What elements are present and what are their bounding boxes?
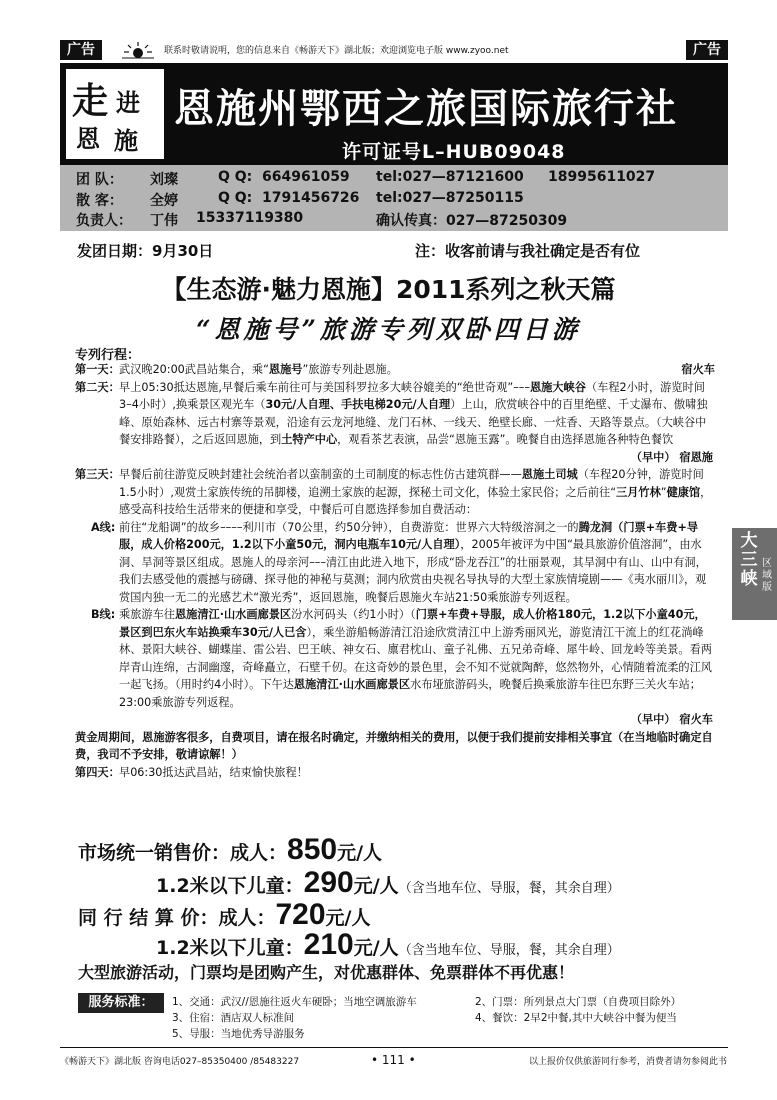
footer-disclaimer: 以上报价仅供旅游同行参考，消费者请勿参阅此书 <box>528 1057 727 1067</box>
qq-label: Q Q: <box>218 190 253 206</box>
mobile-number: 15337119380 <box>196 210 304 226</box>
footer-publication: 《畅游天下》湖北版 咨询电话027–85350400 /85483227 <box>60 1057 300 1067</box>
contact-role: 团 队： <box>76 172 123 188</box>
option-label: A线: <box>91 520 116 534</box>
day-stay: （早中） 宿火车 <box>630 713 713 726</box>
tel-number: tel:027—87121600 <box>376 169 524 185</box>
day-text: ）上山，欣赏峡谷中的百里绝壁、千丈瀑布、傲啸独峰、原始森林、远古村寨等景观，沿途有云龙河地缝、龙门石林、一线天、绝壁长廊、一炷香、天路等景点。（大峡谷中餐安排路餐），之后返回恩施，到 <box>119 398 708 446</box>
attraction-name: 恩施清江·山水画廊景区 <box>174 608 292 621</box>
mobile-number: 18995611027 <box>548 169 656 185</box>
day-label: 第三天： <box>75 468 120 481</box>
day-text: ” <box>660 485 667 499</box>
contact-role: 负责人： <box>76 213 132 229</box>
option-text: ），乘坐游船畅游清江沿途欣赏清江中上游秀丽风光，游览清江干流上的红花淌峰林、景阳大峡谷、蝴蝶崖、雷公岩、巴王峡、神女石、廪君枕山、童子礼佛、五兄弟奇峰、犀牛岭、回龙岭等美景。看两岸青山连绵，古洞幽邃，奇峰矗立，石壁千仞。在这奇妙的景色里，会不知不觉就陶醉，悠然物外，心情随着流柔的江风一起飞扬。（用时约4小时）。下午达 <box>119 625 712 691</box>
contact-name: 全婷 <box>150 193 178 209</box>
fax-number: 确认传真：027—87250309 <box>376 213 568 229</box>
service-item: 2、门票：所列景点大门票（自费项目除外） <box>475 996 682 1008</box>
option-text: 前往“龙船调”的故乡––––利川市（70公里，约50分钟），自费游览：世界六大特级溶洞之一的 <box>119 520 579 534</box>
fee-note: 30元/人自理、手扶电梯20元/人自理 <box>265 398 451 411</box>
sun-logo-icon <box>118 40 158 60</box>
peer-adult-price <box>78 898 370 932</box>
region-char: 峡 <box>740 569 758 589</box>
golden-week-warning: 黄金周期间，恩施游客很多，自费项目，请在报名时确定，并缴纳相关的费用，以便于我们提前安排相关事宜（在当地临时确定自费，我司不予安排，敬请谅解！） <box>75 730 713 761</box>
price-label: 同 行 结 算 价：成人： <box>78 907 276 929</box>
service-standard-tag: 服务标准： <box>78 993 164 1013</box>
agency-name: 恩施州鄂西之旅国际旅行社 <box>174 86 678 132</box>
ad-label-right: 广告 <box>686 40 728 60</box>
attraction-name: 土特产中心 <box>281 433 338 446</box>
qq-label: Q Q: <box>218 169 253 185</box>
option-b <box>75 606 715 729</box>
service-item: 4、餐饮：2早2中餐,其中大峡谷中餐为便当 <box>475 1012 677 1024</box>
edition-char: 域 <box>762 570 772 581</box>
edition-char: 版 <box>762 582 772 593</box>
day-text: （车程2小时，游览时间3–4小时）,换乘景区观光车（ <box>119 380 705 411</box>
contact-name: 刘璨 <box>150 172 178 188</box>
service-item: 5、导服：当地优秀导游服务 <box>172 1028 305 1040</box>
tel-number: tel:027—87250115 <box>376 190 524 206</box>
edition-char: 区 <box>762 558 772 569</box>
price-value: 850 <box>287 833 338 866</box>
itinerary-day-2 <box>75 379 715 467</box>
price-unit: 元/人 <box>325 907 371 929</box>
logo-char: 走 <box>72 80 109 122</box>
day-stay: 宿火车 <box>681 363 715 376</box>
day-text: 武汉晚20:00武昌站集合，乘“ <box>119 363 269 376</box>
peer-child-price <box>156 928 620 962</box>
qq-number: 1791456726 <box>262 190 360 206</box>
price-unit: 元/人 <box>353 937 399 959</box>
day-text: （车程20分钟，游览时间1.5小时）,观赏土家族传统的吊脚楼，追溯土家族的起源，探秘土司文化，体验土家民俗；之后前往“ <box>119 468 704 499</box>
fee-note: 腾龙洞（门票+车费+导服，成人价格200元，1.2以下小童50元，洞内电瓶车10元/人自理） <box>119 520 699 551</box>
price-label: 1.2米以下儿童： <box>156 937 304 959</box>
contact-role: 散 客： <box>76 193 123 209</box>
day-label: 第二天： <box>75 380 120 394</box>
train-name: 恩施号 <box>268 363 303 376</box>
day-label: 第四天： <box>75 765 120 779</box>
ad-label-left: 广告 <box>60 40 102 60</box>
price-note: （含当地车位、导服，餐，其余自理） <box>398 881 620 896</box>
price-label: 1.2米以下儿童： <box>156 875 304 897</box>
attraction-name: 恩施清江·山水画廊景区 <box>293 678 411 691</box>
license-number: 许可证号L–HUB09048 <box>342 141 566 163</box>
agency-header <box>60 63 728 165</box>
top-bar <box>60 40 728 60</box>
price-label: 市场统一销售价：成人： <box>78 842 288 864</box>
itinerary-day-4 <box>75 764 715 782</box>
booking-notice: 注：收客前请与我社确定是否有位 <box>415 242 641 260</box>
region-name <box>738 532 760 589</box>
option-text: 乘旅游车往 <box>119 608 175 621</box>
day-text: 早06:30抵达武昌站，结束愉快旅程！ <box>119 765 308 779</box>
contact-name: 丁伟 <box>150 213 178 229</box>
day-text: ”旅游专列赴恩施。 <box>302 363 398 376</box>
option-label: B线: <box>91 608 116 621</box>
region-char: 三 <box>740 550 758 570</box>
option-text: 汾水河码头（约1小时）（ <box>291 608 416 621</box>
price-value: 720 <box>275 898 326 931</box>
tour-subtitle: “恩施号”旅游专列双卧四日游 <box>196 315 581 344</box>
agency-logo <box>66 69 164 159</box>
market-adult-price <box>78 833 382 867</box>
price-value: 290 <box>303 866 354 899</box>
day-text: ，感受高科技给生活带来的便捷和享受，中餐后可自愿选择参加自费活动： <box>119 485 712 516</box>
logo-char: 进 <box>116 88 140 117</box>
price-unit: 元/人 <box>337 842 383 864</box>
price-note: （含当地车位、导服，餐，其余自理） <box>398 943 620 958</box>
contact-line: 联系时敬请说明，您的信息来自《畅游天下》湖北版；欢迎浏览电子版 www.zyoo.net <box>164 46 509 56</box>
itinerary-heading: 专列行程： <box>75 348 141 363</box>
option-text: ，2005年被评为中国“最具旅游价值溶洞”，由水洞、旱洞等景区组成。恩施人的母亲河–––清江由此进入地下，形成“卧龙吞江”的壮丽景观，其旱洞中有山、山中有洞，我们去感受他的震撼与磅礴、探寻他的神秘与莫测；洞内欣赏由央视名导执导的大型土家族情境剧——《夷水丽川》，观赏国内独一无二的光感艺术“激光秀”，返回恩施，晚餐后恩施火车站21:50乘旅游专列返程。 <box>119 538 707 604</box>
qq-number: 664961059 <box>262 169 350 185</box>
edition-label <box>761 558 773 594</box>
itinerary <box>75 361 715 781</box>
day-text: 早餐后前往游览反映封建社会统治者以蛮制蛮的土司制度的标志性仿古建筑群—— <box>119 468 522 481</box>
attraction-name: 恩施大峡谷 <box>529 380 586 394</box>
logo-char: 施 <box>114 126 138 155</box>
day-stay: （早中） 宿恩施 <box>630 450 713 464</box>
price-value: 210 <box>303 928 354 961</box>
day-label: 第一天： <box>75 363 120 376</box>
region-tab <box>732 528 777 620</box>
footer-divider <box>60 1047 728 1048</box>
service-item: 3、住宿：酒店双人标准间 <box>172 1012 295 1024</box>
departure-date: 发团日期：9月30日 <box>77 242 214 260</box>
contact-panel <box>60 165 728 231</box>
market-child-price <box>156 866 620 900</box>
day-text: 早上05:30抵达恩施,早餐后乘车前往可与美国科罗拉多大峡谷媲美的“绝世奇观”––– <box>119 380 530 394</box>
itinerary-day-1 <box>75 361 715 379</box>
attraction-name: 健康馆 <box>666 485 701 499</box>
fee-note: 门票+车费+导服，成人价格180元，1.2以下小童40元，景区到巴东火车站换乘车30元/人已含 <box>119 608 706 639</box>
region-char: 大 <box>740 531 758 551</box>
day-text: ，观看茶艺表演，品尝“恩施玉露”。晚餐自由选择恩施各种特色餐饮 <box>337 433 674 446</box>
attraction-name: 三月竹林 <box>616 485 661 499</box>
service-item: 1、交通：武汉//恩施往返火车硬卧；当地空调旅游车 <box>172 996 417 1008</box>
page-number: • 111 • <box>371 1053 416 1067</box>
series-title: 【生态游·魅力恩施】2011系列之秋天篇 <box>161 275 616 304</box>
group-discount-note: 大型旅游活动，门票均是团购产生，对优惠群体、免票群体不再优惠！ <box>78 963 575 982</box>
logo-char: 恩 <box>76 124 100 153</box>
option-a <box>75 519 715 607</box>
attraction-name: 恩施土司城 <box>521 468 578 481</box>
option-text: 水布垭旅游码头，晚餐后换乘旅游车往巴东野三关火车站；23:00乘旅游专列返程。 <box>119 678 701 709</box>
price-unit: 元/人 <box>353 875 399 897</box>
itinerary-day-3 <box>75 466 715 519</box>
